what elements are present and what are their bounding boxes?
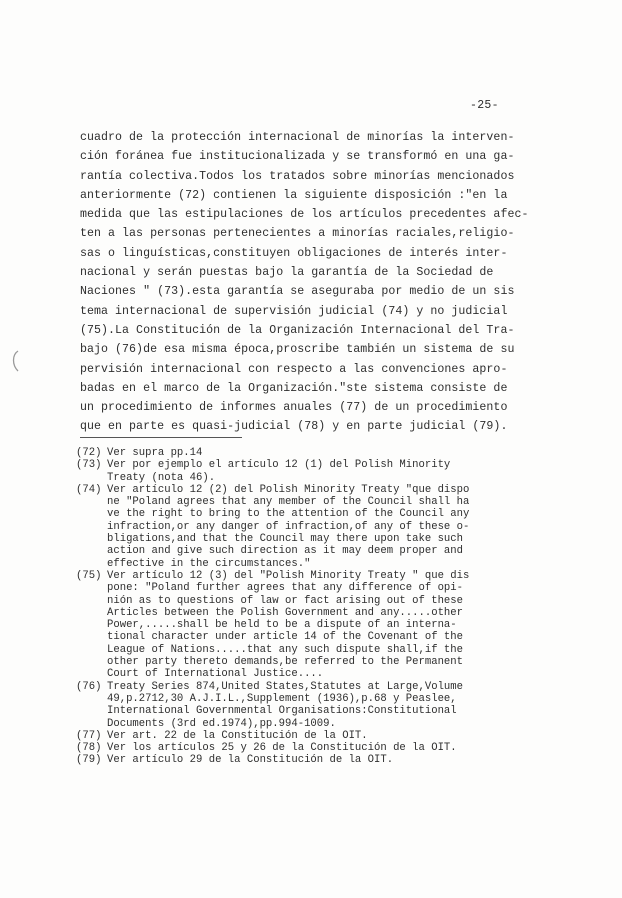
body-paragraph — [80, 128, 550, 437]
footnote-line: nión as to questions of law or fact arising out of these — [107, 594, 464, 607]
footnote-number: (76) — [76, 680, 102, 693]
body-line: medida que las estipulaciones de los artículos precedentes afec- — [80, 208, 529, 222]
body-line: (75).La Constitución de la Organización Internacional del Tra- — [80, 323, 515, 337]
body-line: Naciones " (73).esta garantía se aseguraba por medio de un sis — [80, 285, 515, 299]
footnote-text — [107, 681, 546, 730]
footnote — [76, 484, 546, 570]
footnote-line: League of Nations.....that any such dispute shall,if the — [107, 643, 464, 656]
footnote-line: ve the right to bring to the attention of the Council any — [107, 508, 470, 521]
footnote-text — [107, 459, 546, 484]
body-line: ción foránea fue institucionalizada y se transformó en una ga- — [80, 150, 515, 164]
footnote-number: (75) — [76, 569, 102, 582]
footnote-line: Power,.....shall be held to be a dispute of an interna- — [107, 619, 457, 632]
body-line: bajo (76)de esa misma época,proscribe también un sistema de su — [80, 343, 515, 357]
footnote-number: (74) — [76, 483, 102, 496]
body-line: cuadro de la protección internacional de minorías la interven- — [80, 131, 515, 144]
footnote-line: Ver art. 22 de la Constitución de la OIT. — [107, 729, 368, 742]
footnote-line: bligations,and that the Council may there upon take such — [107, 533, 464, 546]
footnote — [76, 730, 546, 742]
footnote-line: Ver artículo 12 (2) del Polish Minority Treaty "que dispo — [107, 483, 470, 496]
body-line: que en parte es quasi-judicial (78) y en parte judicial (79). — [80, 420, 508, 434]
footnote-line: Ver supra pp.14 — [107, 447, 203, 459]
footnote-line: Court of International Justice.... — [107, 668, 324, 681]
footnote-number: (73) — [76, 459, 102, 472]
footnote-text — [107, 484, 546, 570]
footnote-number: (78) — [76, 742, 102, 755]
footnote-text — [107, 754, 546, 766]
margin-bracket-mark — [10, 350, 20, 372]
footnote-line: action and give such direction as it may deem proper and — [107, 545, 464, 558]
footnote-line: other party thereto demands,be referred to the Permanent — [107, 656, 464, 669]
footnote-line: tional character under article 14 of the Covenant of the — [107, 631, 464, 644]
footnote-text — [107, 730, 546, 742]
footnote-number: (72) — [76, 447, 102, 459]
footnote — [76, 754, 546, 766]
footnote-line: 49,p.2712,30 A.J.I.L.,Supplement (1936),p.68 y Peaslee, — [107, 692, 457, 705]
footnote-line: International Governmental Organisations:Constitutional — [107, 705, 457, 718]
footnote-line: infraction,or any danger of infraction,of any of these o- — [107, 520, 470, 533]
footnote-line: Articles between the Polish Government and any.....other — [107, 606, 464, 619]
footnote-line: Treaty (nota 46). — [107, 471, 216, 484]
body-line: rantía colectiva.Todos los tratados sobre minorías mencionados — [80, 169, 515, 183]
footnote-number: (77) — [76, 729, 102, 742]
page-number: -25- — [470, 99, 499, 112]
body-line: tema internacional de supervisión judicial (74) y no judicial — [80, 304, 508, 318]
body-line: un procedimiento de informes anuales (77) de un procedimiento — [80, 401, 508, 415]
footnotes — [76, 447, 546, 767]
footnote-line: Treaty Series 874,United States,Statutes at Large,Volume — [107, 680, 464, 693]
footnote-text — [107, 447, 546, 459]
footnote-text — [107, 570, 546, 681]
body-line: anteriormente (72) contienen la siguiente disposición :"en la — [80, 188, 508, 202]
footnote-line: Ver artículo 12 (3) del "Polish Minority Treaty " que dis — [107, 569, 470, 582]
body-line: ten a las personas pertenecientes a minorías raciales,religio- — [80, 227, 515, 241]
footnote-line: Ver por ejemplo el artículo 12 (1) del Polish Minority — [107, 459, 451, 472]
body-line: pervisión internacional con respecto a las convenciones apro- — [80, 362, 508, 376]
footnote-line: effective in the circumstances." — [107, 557, 311, 570]
footnote — [76, 742, 546, 754]
body-line: nacional y serán puestas bajo la garantía de la Sociedad de — [80, 266, 494, 280]
footnote — [76, 570, 546, 681]
footnote — [76, 447, 546, 459]
footnote-line: Ver artículo 29 de la Constitución de la OIT. — [107, 754, 394, 767]
footnote-line: Documents (3rd ed.1974),pp.994-1009. — [107, 717, 336, 730]
footnote-line: pone: "Poland further agrees that any difference of opi- — [107, 582, 464, 595]
footnote-line: Ver los artículos 25 y 26 de la Constitución de la OIT. — [107, 742, 457, 755]
footnote-text — [107, 742, 546, 754]
footnote-divider — [80, 437, 242, 438]
body-line: badas en el marco de la Organización."ste sistema consiste de — [80, 381, 508, 395]
footnote — [76, 459, 546, 484]
footnote — [76, 681, 546, 730]
footnote-line: ne "Poland agrees that any member of the Council shall ha — [107, 496, 470, 509]
footnote-number: (79) — [76, 754, 102, 767]
body-line: sas o linguísticas,constituyen obligaciones de interés inter- — [80, 246, 508, 260]
